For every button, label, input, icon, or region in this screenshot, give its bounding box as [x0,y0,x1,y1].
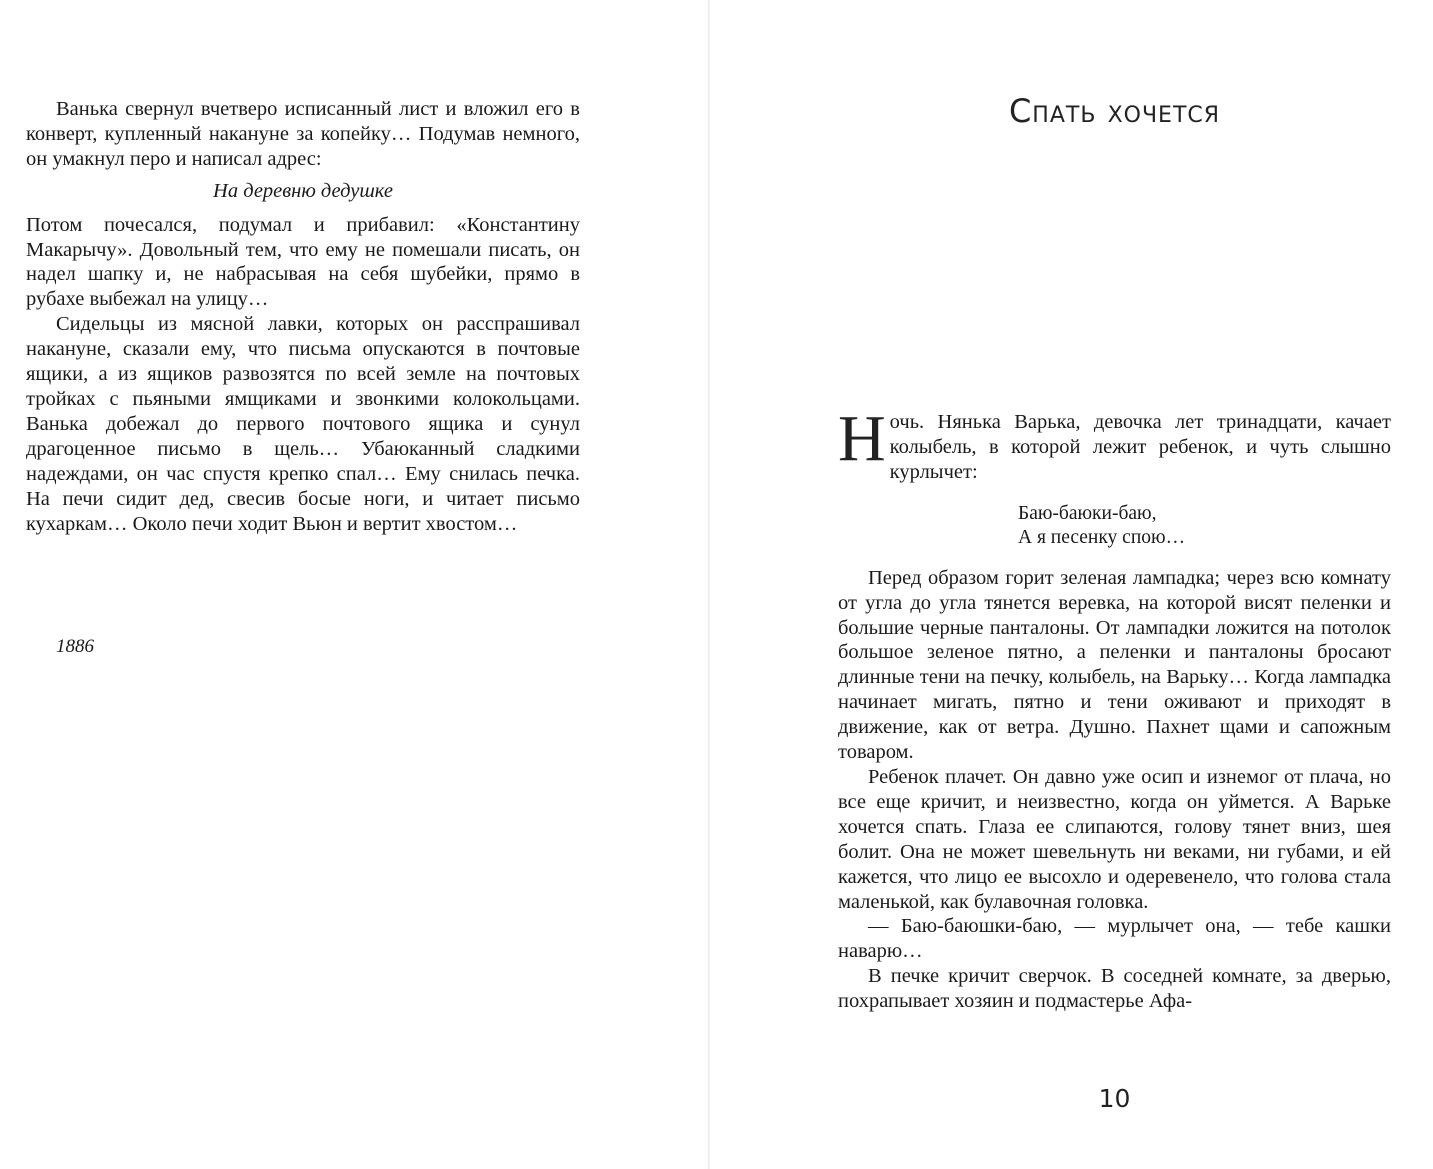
right-paragraph-1: Перед образом горит зеленая лампадка; через всю комнату от угла до угла тянется веревка, на которой висят пеленки и большие черные панталоны. От лампадки ложится на потолок большое зеленое пятно, а пеленки и панталоны бросают длинные тени на печку, колыбель, на Варьку… Когда лампадка начинает мигать, пятно и тени оживают и приходят в движение, как от ветра. Душно. Пахнет щами и сапожным товаром. [838,566,1391,764]
address-line: На деревню дедушке [213,179,393,202]
opening-paragraph [838,402,1391,485]
left-paragraph-3: Сидельцы из мясной лавки, которых он расспрашивал накануне, сказали ему, что письма опускаются в почтовые ящики, а из ящиков развозятся по всей земле на почтовых тройках с пьяными ямщиками и звонкими колокольцами. Ванька добежал до первого почтового ящика и сунул драгоценное письмо в щель… Убаюканный сладкими надеждами, он час спустя крепко спал… Ему снилась печка. На печи сидит дед, свесив босые ноги, и читает письмо кухаркам… Около печи ходит Вьюн и вертит хвостом… [26,313,580,535]
page-number: 10 [1098,1084,1131,1113]
right-paragraph-3: — Баю-баюшки-баю, — мурлычет она, — тебе кашки наварю… [838,915,1391,963]
left-page-text [26,97,580,536]
chapter-title: Спать хочется [1008,92,1221,130]
right-paragraph-4: В печке кричит сверчок. В соседней комнате, за дверью, похрапывает хозяин и подмастерье Афа- [838,965,1391,1013]
verse-line: Баю-баюки-баю, [1018,502,1157,524]
story-date: 1886 [56,636,94,657]
left-page [0,0,708,1169]
right-paragraph-2: Ребенок плачет. Он давно уже осип и изнемог от плача, но все еще кричит, и неизвестно, когда он уймется. А Варьке хочется спать. Глаза ее слипаются, голову тянет вниз, шея болит. Она не может шевельнуть ни веками, ни губами, и ей кажется, что лицо ее высохло и одеревенело, что голова стала маленькой, как булавочная головка. [838,765,1391,913]
left-paragraph-1: Ванька свернул вчетверо исписанный лист и вложил его в конверт, купленный накануне за копейку… Подумав немного, он умакнул перо и написал адрес: [26,98,580,170]
left-paragraph-2: Потом почесался, подумал и прибавил: «Константину Макарычу». Довольный тем, что ему не помешали писать, он надел шапку и, не набрасывая на себя шубейки, прямо в рубахе выбежал на улицу… [26,213,580,311]
verse-line: А я песенку спою… [1018,527,1186,549]
opening-text: очь. Нянька Варька, девочка лет тринадцати, качает колыбель, в которой лежит ребенок, и чуть слышно курлычет: [889,411,1391,483]
right-page [710,0,1433,1169]
drop-cap: Н [838,402,886,475]
right-page-text [838,402,1391,1014]
lullaby-verse [1018,502,1391,551]
